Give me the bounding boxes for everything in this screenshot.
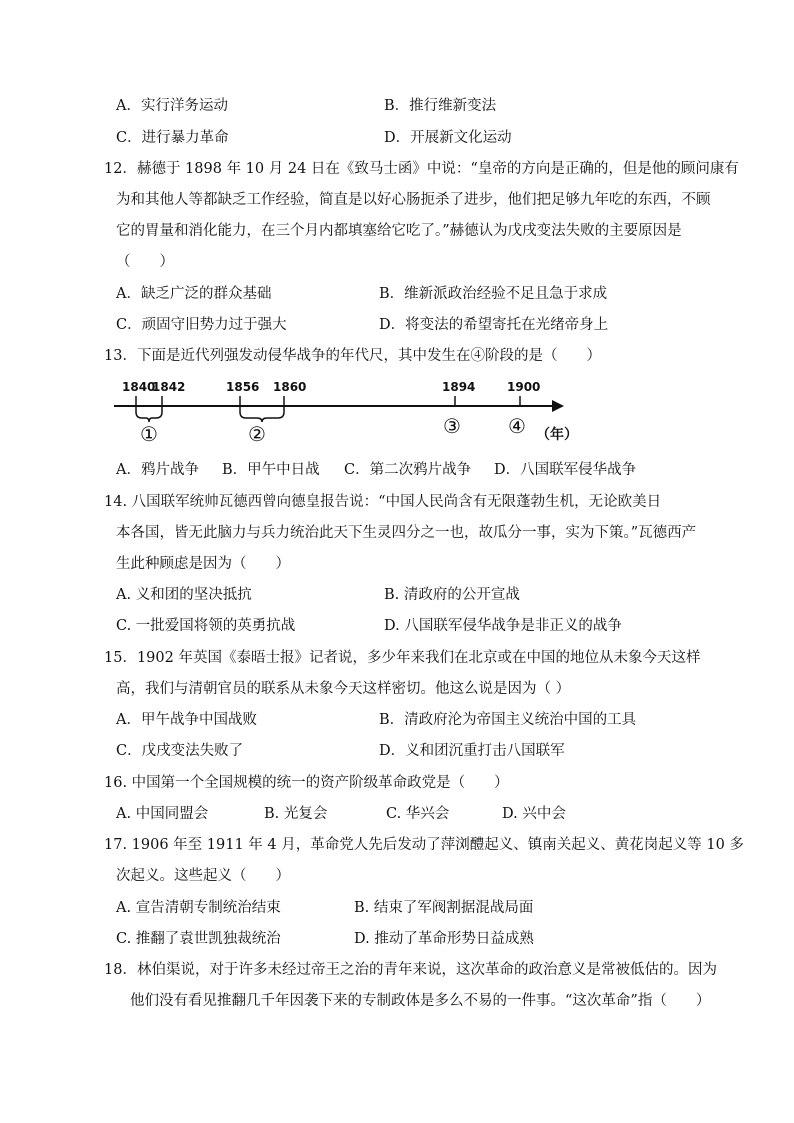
q16-option-c: C. 华兴会	[386, 806, 450, 822]
q17-option-c: C. 推翻了袁世凯独裁统治	[116, 931, 281, 947]
q13-option-a: A．鸦片战争	[116, 462, 199, 478]
q15-option-b: B．清政府沦为帝国主义统治中国的工具	[379, 712, 637, 728]
stage-marker-1: ①	[140, 422, 158, 446]
stage-marker-2: ②	[248, 422, 266, 446]
q18-stem-line1: 18．林伯渠说，对于许多未经过帝王之治的青年来说，这次革命的政治意义是常被低估的。因为	[104, 962, 717, 978]
q14-stem-line1: 14. 八国联军统帅瓦德西曾向德皇报告说：“中国人民尚含有无限蓬勃生机，无论欧美日	[104, 494, 662, 510]
q11-option-c: C．进行暴力革命	[116, 130, 229, 146]
q15-stem-line1: 15．1902 年英国《泰晤士报》记者说，多少年来我们在北京或在中国的地位从未象今天这样	[104, 650, 701, 666]
q15-option-a: A．甲午战争中国战败	[116, 712, 257, 728]
q14-stem-line2: 本各国，皆无此脑力与兵力统治此天下生灵四分之一也，故瓜分一事，实为下策。”瓦德西产	[116, 525, 697, 541]
q17-option-a: A. 宣告清朝专制统治结束	[116, 900, 281, 916]
q14-option-d: D. 八国联军侵华战争是非正义的战争	[384, 618, 622, 634]
q17-option-b: B. 结束了军阀割据混战局面	[354, 900, 534, 916]
q15-option-c: C．戊戌变法失败了	[116, 743, 244, 759]
q12-option-b: B．维新派政治经验不足且急于求成	[379, 286, 608, 302]
year-label-1842: 1842	[152, 380, 186, 394]
q12-stem-line2: 为和其他人等都缺乏工作经验，简直是以好心肠扼杀了进步，他们把足够九年吃的东西，不顾	[116, 192, 711, 208]
q13-stem: 13．下面是近代列强发动侵华战争的年代尺，其中发生在④阶段的是（ ）	[104, 348, 601, 364]
year-label-1840: 1840	[122, 380, 156, 394]
q12-option-c: C．顽固守旧势力过于强大	[116, 317, 287, 333]
q14-option-a: A. 义和团的坚决抵抗	[116, 587, 252, 603]
stage-marker-4: ④	[508, 414, 526, 438]
q11-option-d: D．开展新文化运动	[384, 130, 512, 146]
q16-option-b: B. 光复会	[264, 806, 328, 822]
q11-option-a: A．实行洋务运动	[116, 98, 228, 114]
q14-option-b: B. 清政府的公开宣战	[384, 587, 520, 603]
q17-option-d: D. 推动了革命形势日益成熟	[354, 931, 534, 947]
year-label-1856: 1856	[226, 380, 260, 394]
q12-answer-blank: （ ）	[116, 254, 174, 270]
q13-option-b: B．甲午中日战	[222, 462, 320, 478]
q16-stem: 16. 中国第一个全国规模的统一的资产阶级革命政党是（ ）	[104, 775, 509, 791]
year-label-1894: 1894	[442, 380, 476, 394]
q15-option-d: D．义和团沉重打击八国联军	[379, 743, 565, 759]
q12-option-a: A．缺乏广泛的群众基础	[116, 286, 272, 302]
q13-option-d: D．八国联军侵华战争	[494, 462, 637, 478]
q12-stem-line1: 12．赫德于 1898 年 10 月 24 日在《致马士函》中说：“皇帝的方向是正确的，但是他的顾问康有	[104, 161, 739, 177]
year-label-1900: 1900	[507, 380, 541, 394]
q12-option-d: D．将变法的希望寄托在光绪帝身上	[379, 317, 609, 333]
stage-marker-3: ③	[443, 414, 461, 438]
q15-stem-line2: 高，我们与清朝官员的联系从未象今天这样密切。他这么说是因为（ ）	[116, 681, 571, 697]
q17-stem-line2: 次起义。这些起义（ ）	[116, 868, 290, 884]
q16-option-d: D. 兴中会	[502, 806, 566, 822]
q17-stem-line1: 17. 1906 年至 1911 年 4 月，革命党人先后发动了萍浏醴起义、镇南关起义、黄花岗起义等 10 多	[104, 837, 744, 853]
q13-option-c: C．第二次鸦片战争	[344, 462, 472, 478]
timeline-unit-label: （年）	[536, 427, 578, 443]
q11-option-b: B．推行维新变法	[384, 98, 497, 114]
q18-stem-line2: 他们没有看见推翻几千年因袭下来的专制政体是多么不易的一件事。“这次革命”指（ ）	[130, 993, 711, 1009]
year-label-1860: 1860	[273, 380, 307, 394]
q12-stem-line3: 它的胃量和消化能力，在三个月内都填塞给它吃了。”赫德认为戊戌变法失败的主要原因是	[116, 223, 682, 239]
q13-timeline	[112, 378, 592, 448]
q14-option-c: C. 一批爱国将领的英勇抗战	[116, 618, 296, 634]
q14-stem-line3: 生此种顾虑是因为（ ）	[116, 556, 290, 572]
q16-option-a: A. 中国同盟会	[116, 806, 209, 822]
